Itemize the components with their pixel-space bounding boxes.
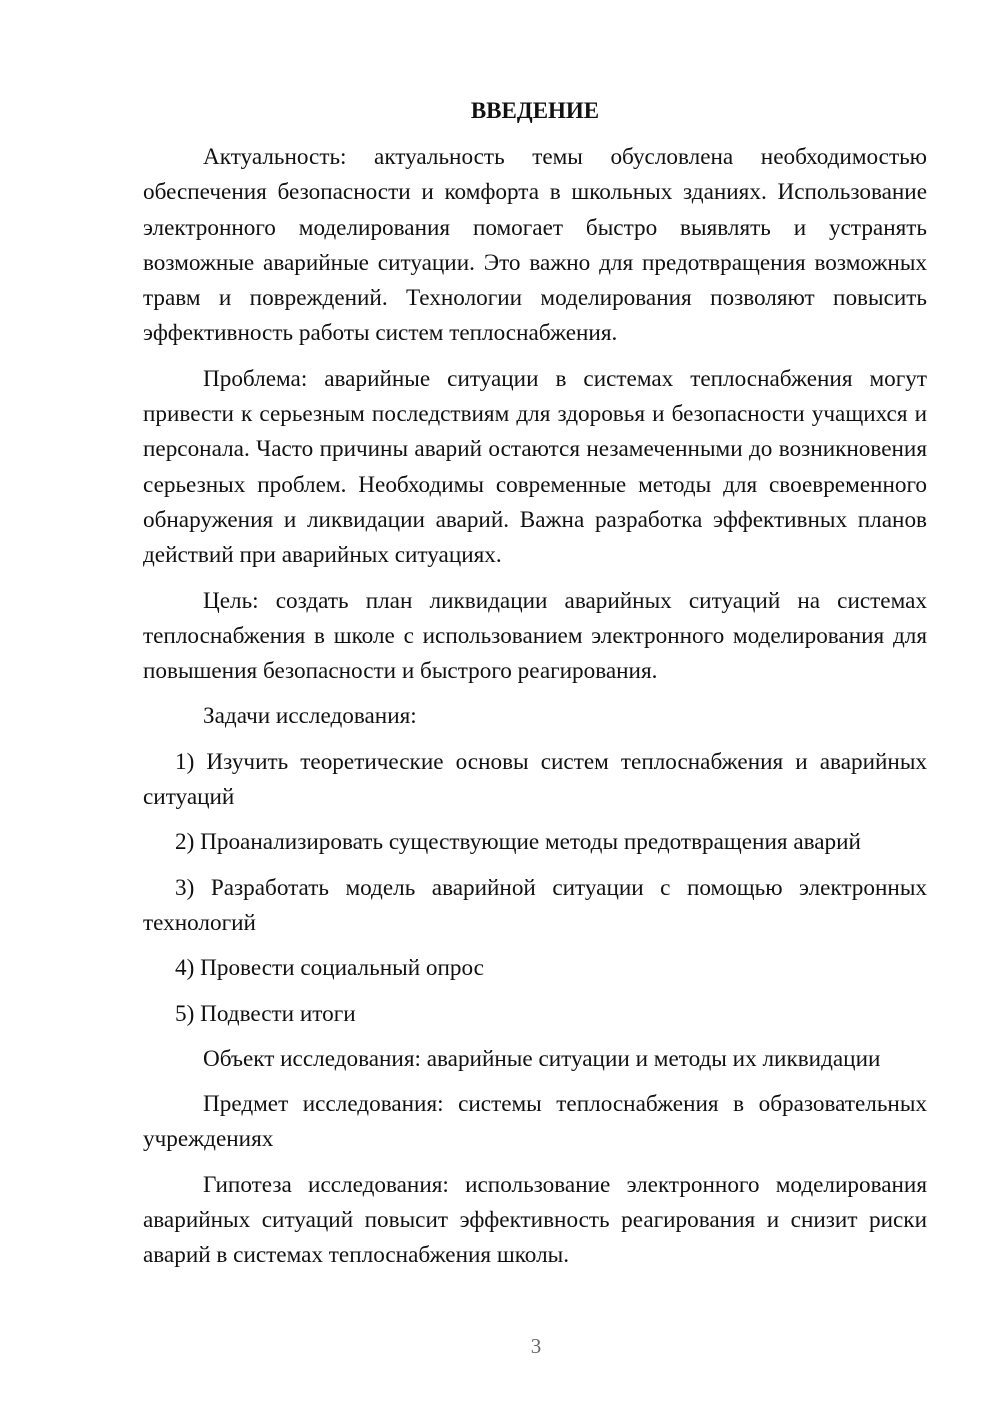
page-content [143,96,927,1284]
paragraph-subject: Предмет исследования: системы теплоснабжения в образовательных учреждениях [143,1091,927,1153]
tasks-heading: Задачи исследования: [203,703,417,730]
paragraph-goal: Цель: создать план ликвидации аварийных ситуаций на системах теплоснабжения в школе с использованием электронного моделирования для повышения безопасности и быстрого реагирования. [143,587,927,685]
task-item-2: 2) Проанализировать существующие методы предотвращения аварий [175,829,861,856]
task-item-3: 3) Разработать модель аварийной ситуации с помощью электронных технологий [143,874,927,936]
page-title: ВВЕДЕНИЕ [470,98,600,123]
task-item-5: 5) Подвести итоги [175,1000,356,1027]
paragraph-problem: Проблема: аварийные ситуации в системах теплоснабжения могут привести к серьезным последствиям для здоровья и безопасности учащихся и персонала. Часто причины аварий остаются незамеченными до возникновения серьезных проблем. Необходимы современные методы для своевременного обнаружения и ликвидации аварий. Важна разработка эффективных планов действий при аварийных ситуациях. [143,365,927,569]
page-number: 3 [530,1334,542,1358]
task-item-4: 4) Провести социальный опрос [175,955,484,982]
paragraph-relevance: Актуальность: актуальность темы обусловлена необходимостью обеспечения безопасности и комфорта в школьных зданиях. Использование электронного моделирования помогает быстро выявлять и устранять возможные аварийные ситуации. Это важно для предотвращения возможных травм и повреждений. Технологии моделирования позволяют повысить эффективность работы систем теплоснабжения. [143,144,927,347]
paragraph-object: Объект исследования: аварийные ситуации и методы их ликвидации [203,1045,881,1072]
paragraph-hypothesis: Гипотеза исследования: использование электронного моделирования аварийных ситуаций повысит эффективность реагирования и снизит риски аварий в системах теплоснабжения школы. [143,1171,927,1269]
task-item-1: 1) Изучить теоретические основы систем теплоснабжения и аварийных ситуаций [143,748,927,811]
